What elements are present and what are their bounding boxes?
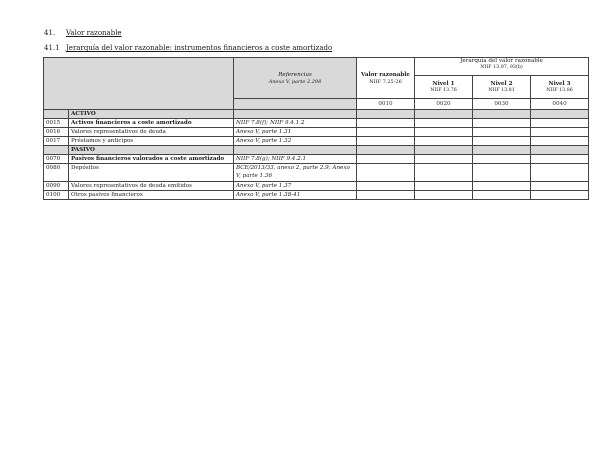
row-reference: BCE/2013/33, anexo 2, parte 2.9; Anexo V, parte 1.36 [234,164,357,182]
section-number: 41. [44,29,56,37]
value-cell[interactable] [415,119,473,128]
fair-value-hierarchy-table [43,57,589,200]
value-cell[interactable] [473,137,531,146]
row-code: 0015 [44,119,69,128]
references-code-blank [234,99,357,110]
row-label: Préstamos y anticipos [69,137,234,146]
subsection-title: Jerarquía del valor razonable: instrumentos financieros a coste amortizado [66,44,333,52]
value-cell[interactable] [357,137,415,146]
value-cell[interactable] [415,191,473,200]
references-sub: Anexo V, parte 2.298 [268,78,322,85]
row-label: Otros pasivos financieros [69,191,234,200]
section-label-assets: ACTIVO [69,110,234,119]
row-label: Valores representativos de deuda emitidos [69,182,234,191]
value-cell[interactable] [531,182,589,191]
row-code: 0080 [44,164,69,182]
level-1-header: Nivel 1 NIIF 13.76 [415,76,473,99]
value-cell[interactable] [357,164,415,182]
row-reference: Anexo V, parte 1.38-41 [234,191,357,200]
row-label: Valores representativos de deuda [69,128,234,137]
column-code: 0040 [531,99,589,110]
value-cell[interactable] [473,155,531,164]
value-cell[interactable] [473,164,531,182]
row-label: Depósitos [69,164,234,182]
value-cell[interactable] [531,119,589,128]
subsection-number: 41.1 [44,44,60,52]
section-label-liabilities: PASIVO [69,146,234,155]
row-code: 0016 [44,128,69,137]
row-code: 0017 [44,137,69,146]
value-cell[interactable] [357,128,415,137]
hierarchy-title: Jerarquía del valor razonable [460,58,543,64]
row-label: Activos financieros a coste amortizado [69,119,234,128]
value-cell[interactable] [415,128,473,137]
row-code: 0100 [44,191,69,200]
row-code: 0090 [44,182,69,191]
value-cell[interactable] [357,191,415,200]
column-code: 0030 [473,99,531,110]
value-cell[interactable] [531,128,589,137]
row-reference: Anexo V, parte 1.37 [234,182,357,191]
references-header [234,58,357,99]
level-3-header: Nivel 3 NIIF 13.86 [531,76,589,99]
value-cell[interactable] [473,191,531,200]
value-cell[interactable] [415,137,473,146]
value-cell[interactable] [531,155,589,164]
value-cell[interactable] [473,119,531,128]
fair-value-sub: NIIF 7.25-26 [369,78,402,85]
value-cell[interactable] [415,182,473,191]
value-cell[interactable] [473,128,531,137]
row-reference: NIIF 7.8(f); NIIF 9.4.1.2 [234,119,357,128]
row-reference: Anexo V, parte 1.31 [234,128,357,137]
value-cell[interactable] [531,137,589,146]
hierarchy-header [415,58,589,76]
level-2-header: Nivel 2 NIIF 13.81 [473,76,531,99]
section-title: Valor razonable [66,29,122,37]
row-label: Pasivos financieros valorados a coste amortizado [69,155,234,164]
header-blank-cell [44,58,234,110]
value-cell[interactable] [357,119,415,128]
value-cell[interactable] [415,155,473,164]
value-cell[interactable] [357,155,415,164]
value-cell[interactable] [473,182,531,191]
subsection-heading [44,44,332,52]
value-cell[interactable] [357,182,415,191]
section-heading [44,29,122,37]
fair-value-header [357,58,415,99]
fair-value-title: Valor razonable [361,71,410,78]
row-reference: NIIF 7.8(g); NIIF 9.4.2.1 [234,155,357,164]
row-code: 0070 [44,155,69,164]
row-reference: Anexo V, parte 1.32 [234,137,357,146]
value-cell[interactable] [531,164,589,182]
value-cell[interactable] [415,164,473,182]
references-title: Referencias [278,71,312,78]
column-code: 0010 [357,99,415,110]
hierarchy-sub: NIIF 13.97, 93(b) [480,65,523,70]
column-code: 0020 [415,99,473,110]
value-cell[interactable] [531,191,589,200]
